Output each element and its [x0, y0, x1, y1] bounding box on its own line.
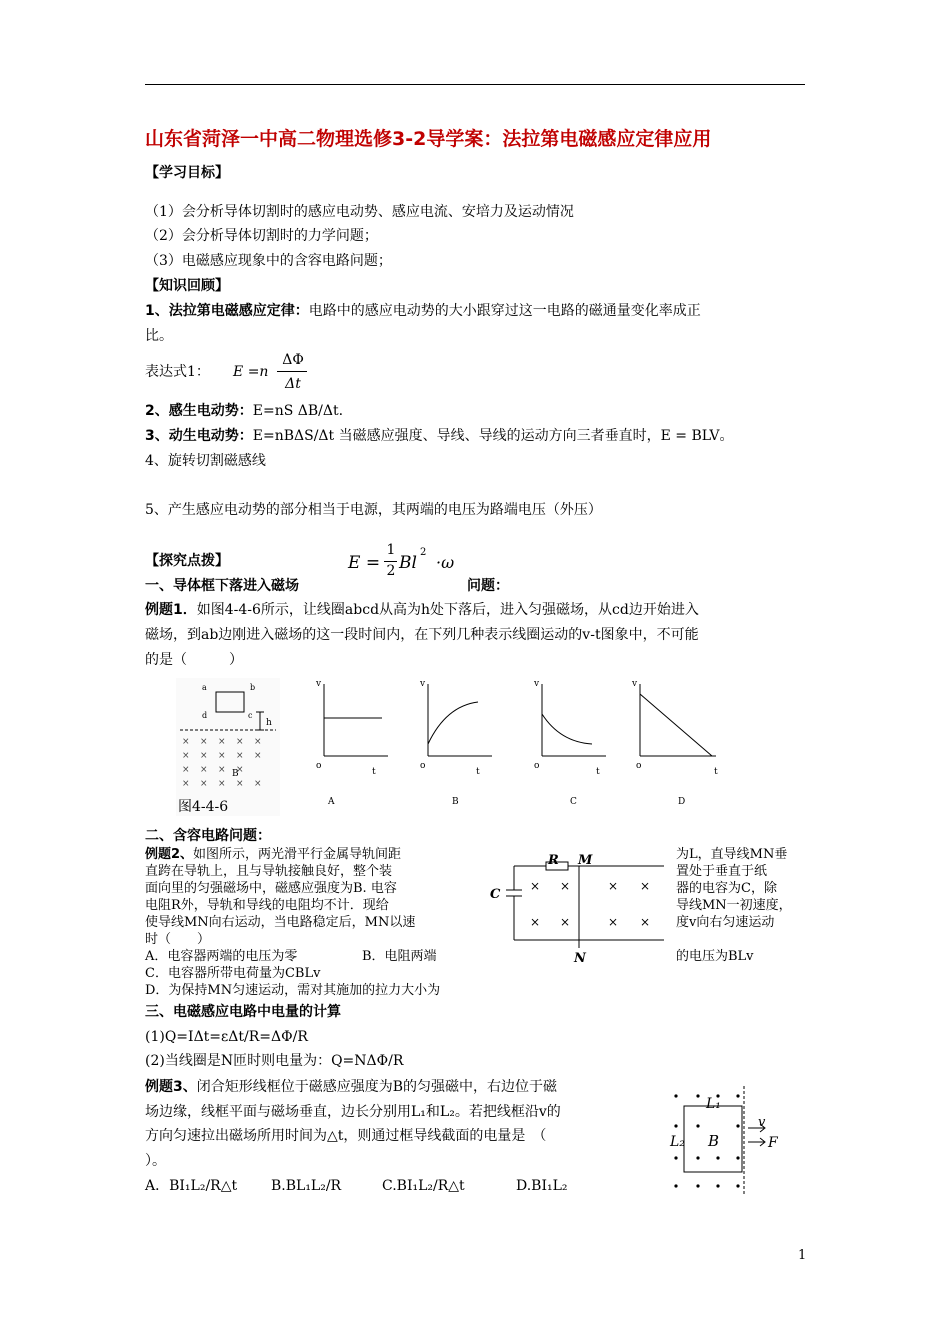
expr-eq: = — [247, 364, 260, 380]
sec2-heading: 二、含容电路问题： — [145, 828, 271, 844]
ex2-left-4: 电阻R外，导轨和导线的电阻均不计．现给 — [145, 898, 389, 913]
ex3-text1: 闭合矩形线框位于磁感应强度为B的匀强磁中，右边位于磁 — [196, 1079, 558, 1095]
svg-text:×: × — [236, 765, 244, 775]
fig-label-a: a — [202, 683, 207, 692]
review-item-4: 4、旋转切割磁感线 — [145, 453, 266, 469]
expr-denominator: Δt — [285, 376, 301, 392]
review-item-1-cont: 比。 — [145, 328, 173, 344]
rot-sq: 2 — [420, 547, 427, 558]
ex1-text1: 如图4-4-6所示，让线圈abcd从高为h处下落后，进入匀强磁场，从cd边开始进入 — [196, 602, 699, 618]
fig-label-h: h — [266, 718, 272, 728]
svg-text:o: o — [316, 761, 322, 771]
svg-text:×: × — [254, 737, 262, 747]
ex1-line1 — [145, 600, 699, 620]
ex1-line3: 的是（ ） — [145, 652, 243, 668]
vt-graphs — [312, 676, 772, 808]
label-B: B — [708, 1132, 720, 1150]
ex3-line2: 场边缘，线框平面与磁场垂直，边长分别用L₁和L₂。若把线框沿v的 — [145, 1104, 561, 1120]
svg-text:×: × — [254, 779, 262, 789]
svg-text:×: × — [182, 779, 190, 789]
label-F: F — [768, 1135, 778, 1151]
ex2-opt-B-cont: 的电压为BLv — [676, 949, 754, 964]
svg-text:×: × — [218, 765, 226, 775]
page-number: 1 — [798, 1248, 807, 1263]
svg-text:×: × — [560, 915, 571, 929]
graph-B-curve — [428, 702, 478, 744]
svg-text:×: × — [200, 765, 208, 775]
svg-text:×: × — [182, 751, 190, 761]
graph-D-curve — [640, 694, 712, 756]
rot-eq: = — [365, 553, 381, 573]
rot-w: ·ω — [436, 553, 455, 572]
review-item-1-label: 1、法拉第电磁感应定律： — [145, 303, 309, 319]
ex1-label: 例题1． — [145, 602, 197, 618]
svg-text:×: × — [218, 751, 226, 761]
ex2-left-block — [145, 846, 415, 948]
review-item-1-text: 电路中的感应电动势的大小跟穿过这一电路的磁通量变化率成正 — [308, 303, 701, 319]
rot-den: 2 — [386, 563, 396, 579]
goals-heading: 【学习目标】 — [145, 165, 229, 181]
expr-lhs — [233, 362, 268, 382]
goal-2: （2）会分析导体切割时的力学问题； — [145, 228, 378, 244]
label-L2: L₂ — [670, 1134, 685, 1150]
svg-text:×: × — [608, 879, 619, 893]
svg-text:×: × — [640, 879, 651, 893]
expr-E: E — [233, 364, 244, 380]
circuit-figure — [484, 846, 670, 964]
explore-heading: 【探究点拨】 — [145, 553, 229, 569]
rot-bar — [384, 561, 397, 562]
review-item-1 — [145, 301, 701, 321]
svg-text:×: × — [640, 915, 651, 929]
fig-label-b: b — [250, 683, 256, 692]
label-L1: L₁ — [706, 1096, 721, 1112]
ex3-line3: 方向匀速拉出磁场所用时间为△t，则通过框导线截面的电量是 （ — [145, 1128, 547, 1144]
svg-text:t: t — [596, 767, 600, 777]
circuit-N: N — [574, 951, 586, 964]
review-item-2 — [145, 401, 343, 421]
graph-C-curve — [542, 714, 592, 744]
svg-text:t: t — [714, 767, 718, 777]
ex2-right-1: 为L，直导线MN垂 — [676, 847, 788, 862]
svg-text:×: × — [236, 751, 244, 761]
expr-numerator: ΔΦ — [282, 352, 304, 368]
sec3-formula-1: (1)Q=IΔt=εΔt/R=ΔΦ/R — [145, 1029, 308, 1045]
ex3-label: 例题3、 — [145, 1079, 197, 1095]
ex1-line2: 磁场，到ab边刚进入磁场的这一段时间内，在下列几种表示线圈运动的v-t图象中，不可能 — [145, 627, 699, 643]
expr-n: n — [259, 364, 269, 380]
fig-label-B: B — [232, 769, 239, 779]
ex2-opt-B: B．电阻两端 — [362, 949, 437, 964]
ex3-opt-C: C.BI₁L₂/R△t — [382, 1178, 465, 1194]
svg-text:o: o — [534, 761, 540, 771]
svg-text:×: × — [530, 879, 541, 893]
ex2-right-block — [676, 846, 792, 931]
svg-text:o: o — [420, 761, 426, 771]
header-rule — [145, 84, 805, 85]
ex2-label: 例题2、 — [145, 847, 194, 862]
graph-C — [533, 679, 606, 807]
svg-text:v: v — [316, 679, 322, 689]
review-item-3-label: 3、动生电动势： — [145, 428, 253, 444]
circuit-M: M — [578, 853, 593, 868]
ex3-opt-D: D.BI₁L₂ — [516, 1178, 568, 1194]
svg-text:×: × — [236, 779, 244, 789]
ex2-left-6: 时（ ） — [145, 932, 211, 947]
graph-B — [419, 679, 492, 807]
ex2-opt-A: A．电容器两端的电压为零 — [145, 949, 298, 964]
rot-Bl: Bl — [399, 553, 417, 573]
graph-A-label: A — [328, 797, 335, 807]
ex2-left-1: 如图所示，两光滑平行金属导轨间距 — [193, 847, 402, 862]
expr-label: 表达式1： — [145, 364, 210, 380]
svg-text:t: t — [372, 767, 376, 777]
svg-text:v: v — [632, 679, 638, 689]
label-v: v — [758, 1115, 766, 1130]
svg-text:t: t — [476, 767, 480, 777]
svg-text:×: × — [218, 779, 226, 789]
ex3-line1 — [145, 1077, 557, 1097]
ex2-left-5: 使导线MN向右运动，当电路稳定后，MN以速 — [145, 915, 416, 930]
svg-text:v: v — [420, 679, 426, 689]
sec3-formula-2: (2)当线圈是N匝时则电量为：Q=NΔΦ/R — [145, 1053, 404, 1069]
ex3-opt-B: B.BL₁L₂/R — [271, 1178, 342, 1194]
svg-text:×: × — [254, 751, 262, 761]
svg-text:v: v — [534, 679, 540, 689]
circuit-R: R — [548, 853, 559, 868]
graph-D — [631, 679, 718, 807]
svg-text:×: × — [236, 737, 244, 747]
circuit-crosses — [530, 879, 650, 929]
fig-label-d: d — [202, 711, 208, 720]
svg-text:×: × — [560, 879, 571, 893]
circuit-C: C — [490, 887, 501, 902]
ex2-left-3: 面向里的匀强磁场中，磁感应强度为B. 电容 — [145, 881, 397, 896]
ex2-opt-C: C．电容器所带电荷量为CBLv — [145, 966, 321, 981]
svg-text:×: × — [200, 737, 208, 747]
graph-B-label: B — [452, 797, 459, 807]
ex2-right-4: 导线MN一初速度， — [676, 898, 792, 913]
review-heading: 【知识回顾】 — [145, 278, 229, 294]
svg-text:×: × — [200, 779, 208, 789]
page-title: 山东省菏泽一中高二物理选修3-2导学案：法拉第电磁感应定律应用 — [145, 128, 712, 150]
fig-caption: 图4-4-6 — [178, 799, 229, 815]
svg-text:×: × — [530, 915, 541, 929]
ex2-right-3: 器的电容为C，除 — [676, 881, 777, 896]
ex2-right-2: 置处于垂直于纸 — [676, 864, 768, 879]
ex2-right-5: 度v向右匀速运动 — [676, 915, 775, 930]
figure-4-4-6 — [176, 678, 280, 816]
expr-fraction-bar — [277, 371, 307, 372]
svg-text:×: × — [182, 737, 190, 747]
rot-E: E — [348, 553, 361, 573]
ex3-opt-A: A．BI₁L₂/R△t — [145, 1178, 238, 1194]
review-item-3-text: E=nBΔS/Δt 当磁感应强度、导线、导线的运动方向三者垂直时，E = BLV。 — [252, 428, 734, 444]
frame-figure — [664, 1086, 794, 1196]
svg-text:o: o — [636, 761, 642, 771]
review-item-2-text: E=nS ΔB/Δt. — [252, 403, 344, 419]
svg-text:×: × — [182, 765, 190, 775]
goal-1: （1）会分析导体切割时的感应电动势、感应电流、安培力及运动情况 — [145, 204, 574, 220]
svg-text:×: × — [200, 751, 208, 761]
graph-D-label: D — [678, 797, 686, 807]
rot-formula-lhs — [348, 553, 380, 573]
review-item-3 — [145, 426, 734, 446]
ex3-line4: ）。 — [145, 1153, 166, 1169]
review-item-2-label: 2、感生电动势： — [145, 403, 253, 419]
rot-num: 1 — [386, 542, 396, 558]
ex2-opt-D: D．为保持MN匀速运动，需对其施加的拉力大小为 — [145, 983, 441, 998]
sec1-heading: 一、导体框下落进入磁场 — [145, 578, 299, 594]
ex2-left-2: 直跨在导轨上，且与导轨接触良好，整个装 — [145, 864, 393, 879]
sec3-heading: 三、电磁感应电路中电量的计算 — [145, 1004, 341, 1020]
sec1-question: 问题： — [467, 578, 509, 594]
graph-A — [315, 679, 388, 807]
graph-C-label: C — [570, 797, 577, 807]
goal-3: （3）电磁感应现象中的含容电路问题； — [145, 253, 392, 269]
svg-text:×: × — [218, 737, 226, 747]
svg-text:×: × — [608, 915, 619, 929]
review-item-5: 5、产生感应电动势的部分相当于电源，其两端的电压为路端电压（外压） — [145, 502, 602, 518]
fig-label-c: c — [248, 711, 253, 720]
